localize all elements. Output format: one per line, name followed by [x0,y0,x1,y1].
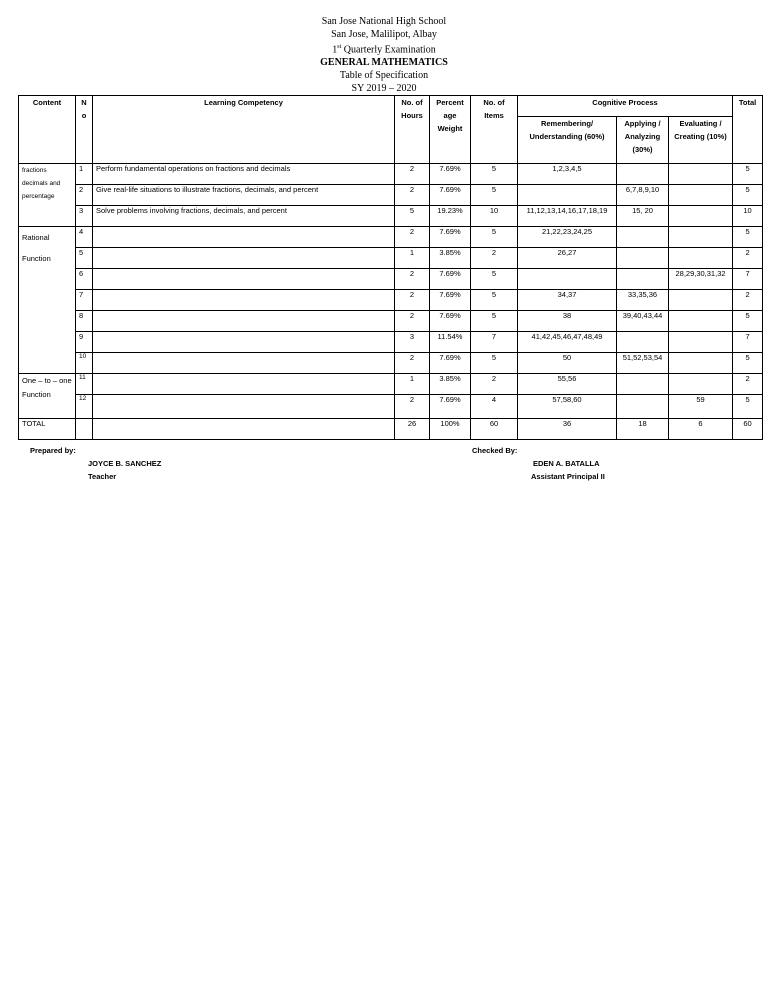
row-items: 10 [471,206,518,227]
row-remembering: 55,56 [518,374,617,395]
row-competency [93,374,395,395]
row-evaluating [669,311,733,332]
prepared-by-title: Teacher [88,472,117,481]
row-items: 5 [471,353,518,374]
row-total: 5 [733,353,763,374]
table-row [19,374,763,395]
header-remembering: Remembering/ Understanding (60%) [518,117,617,164]
row-evaluating [669,290,733,311]
row-hours: 2 [395,290,430,311]
content-rational: Rational Function [19,227,76,374]
header-percent: Percent age Weight [430,96,471,164]
row-no: 9 [76,332,93,353]
totals-applying: 18 [617,419,669,440]
table-row [19,353,763,374]
row-competency [93,227,395,248]
row-competency [93,290,395,311]
row-applying [617,374,669,395]
row-total: 5 [733,227,763,248]
row-competency [93,395,395,419]
table-row [19,311,763,332]
row-applying: 51,52,53,54 [617,353,669,374]
row-percent: 7.69% [430,353,471,374]
row-items: 5 [471,227,518,248]
row-hours: 2 [395,353,430,374]
row-remembering: 1,2,3,4,5 [518,164,617,185]
table-row [19,248,763,269]
row-no: 7 [76,290,93,311]
row-remembering [518,185,617,206]
row-remembering: 26,27 [518,248,617,269]
row-applying: 39,40,43,44 [617,311,669,332]
header-evaluating: Evaluating / Creating (10%) [669,117,733,164]
row-evaluating [669,353,733,374]
totals-percent: 100% [430,419,471,440]
row-no: 3 [76,206,93,227]
row-items: 5 [471,269,518,290]
row-remembering: 41,42,45,46,47,48,49 [518,332,617,353]
row-items: 5 [471,164,518,185]
row-remembering: 57,58,60 [518,395,617,419]
row-percent: 7.69% [430,269,471,290]
row-total: 5 [733,395,763,419]
header-cognitive: Cognitive Process [518,96,733,117]
row-hours: 1 [395,248,430,269]
row-hours: 3 [395,332,430,353]
content-fractions: fractions decimals and percentage [19,164,76,227]
header-no: N o [76,96,93,164]
row-hours: 1 [395,374,430,395]
totals-total: 60 [733,419,763,440]
document-header [0,15,768,95]
totals-items: 60 [471,419,518,440]
row-evaluating: 59 [669,395,733,419]
row-hours: 2 [395,269,430,290]
header-content: Content [19,96,76,164]
school-year: SY 2019 – 2020 [351,83,417,95]
row-total: 2 [733,248,763,269]
row-no: 8 [76,311,93,332]
row-applying [617,227,669,248]
row-no: 12 [76,395,93,419]
row-percent: 7.69% [430,164,471,185]
table-row [19,395,763,419]
row-competency: Solve problems involving fractions, decimals, and percent [93,206,395,227]
row-hours: 2 [395,311,430,332]
content-one-to-one: One – to – one Function [19,374,76,419]
row-evaluating [669,185,733,206]
row-remembering [518,269,617,290]
row-competency [93,248,395,269]
row-no: 6 [76,269,93,290]
totals-label: TOTAL [19,419,76,440]
row-no: 11 [76,374,93,395]
totals-hours: 26 [395,419,430,440]
totals-competency-cell [93,419,395,440]
row-hours: 5 [395,206,430,227]
row-evaluating [669,164,733,185]
row-no: 5 [76,248,93,269]
row-items: 7 [471,332,518,353]
row-total: 2 [733,374,763,395]
subject-title: GENERAL MATHEMATICS [320,57,448,69]
totals-remembering: 36 [518,419,617,440]
row-competency [93,311,395,332]
row-percent: 7.69% [430,185,471,206]
prepared-by-label: Prepared by: [30,446,76,455]
row-total: 5 [733,164,763,185]
row-total: 5 [733,311,763,332]
row-remembering: 34,37 [518,290,617,311]
row-items: 2 [471,374,518,395]
row-applying: 33,35,36 [617,290,669,311]
row-no: 1 [76,164,93,185]
row-total: 7 [733,332,763,353]
checked-by-name: EDEN A. BATALLA [533,459,600,468]
row-total: 2 [733,290,763,311]
row-no: 10 [76,353,93,374]
header-competency: Learning Competency [93,96,395,164]
row-percent: 7.69% [430,290,471,311]
row-total: 10 [733,206,763,227]
row-percent: 3.85% [430,374,471,395]
school-name: San Jose National High School [321,16,447,27]
school-address: San Jose, Malilipot, Albay [331,29,437,40]
checked-by-title: Assistant Principal II [531,472,605,481]
row-items: 2 [471,248,518,269]
totals-evaluating: 6 [669,419,733,440]
row-percent: 19.23% [430,206,471,227]
row-no: 2 [76,185,93,206]
exam-title [0,41,768,56]
row-items: 5 [471,290,518,311]
table-row [19,227,763,248]
table-row [19,206,763,227]
row-applying [617,164,669,185]
totals-row [19,419,763,440]
row-competency: Perform fundamental operations on fractions and decimals [93,164,395,185]
row-percent: 7.69% [430,395,471,419]
table-row [19,164,763,185]
row-items: 4 [471,395,518,419]
header-total: Total [733,96,763,164]
row-total: 5 [733,185,763,206]
table-row [19,332,763,353]
header-items: No. of Items [471,96,518,164]
row-percent: 7.69% [430,227,471,248]
exam-name: Quarterly Examination [341,44,436,56]
row-evaluating [669,227,733,248]
row-hours: 2 [395,185,430,206]
totals-no-cell [76,419,93,440]
row-applying: 15, 20 [617,206,669,227]
row-evaluating [669,248,733,269]
row-evaluating [669,332,733,353]
row-percent: 3.85% [430,248,471,269]
header-hours: No. of Hours [395,96,430,164]
row-evaluating [669,374,733,395]
row-remembering: 21,22,23,24,25 [518,227,617,248]
row-items: 5 [471,311,518,332]
row-hours: 2 [395,227,430,248]
checked-by-label: Checked By: [472,446,518,455]
row-remembering: 50 [518,353,617,374]
row-remembering: 38 [518,311,617,332]
header-applying: Applying / Analyzing (30%) [617,117,669,164]
row-applying [617,332,669,353]
doc-title: Table of Specification [339,70,429,82]
row-remembering: 11,12,13,14,16,17,18,19 [518,206,617,227]
row-applying [617,269,669,290]
row-items: 5 [471,185,518,206]
row-hours: 2 [395,395,430,419]
row-competency [93,353,395,374]
table-row [19,290,763,311]
exam-ordinal: 1 [332,44,338,56]
row-no: 4 [76,227,93,248]
table-row [19,185,763,206]
table-row [19,269,763,290]
row-total: 7 [733,269,763,290]
exam-ordinal-suffix: st [337,44,342,50]
row-applying: 6,7,8,9,10 [617,185,669,206]
row-applying [617,395,669,419]
row-evaluating: 28,29,30,31,32 [669,269,733,290]
row-hours: 2 [395,164,430,185]
row-competency [93,269,395,290]
row-competency [93,332,395,353]
row-applying [617,248,669,269]
row-competency: Give real-life situations to illustrate fractions, decimals, and percent [93,185,395,206]
row-percent: 7.69% [430,311,471,332]
row-percent: 11.54% [430,332,471,353]
specification-table [18,95,763,440]
row-evaluating [669,206,733,227]
prepared-by-name: JOYCE B. SANCHEZ [88,459,162,468]
